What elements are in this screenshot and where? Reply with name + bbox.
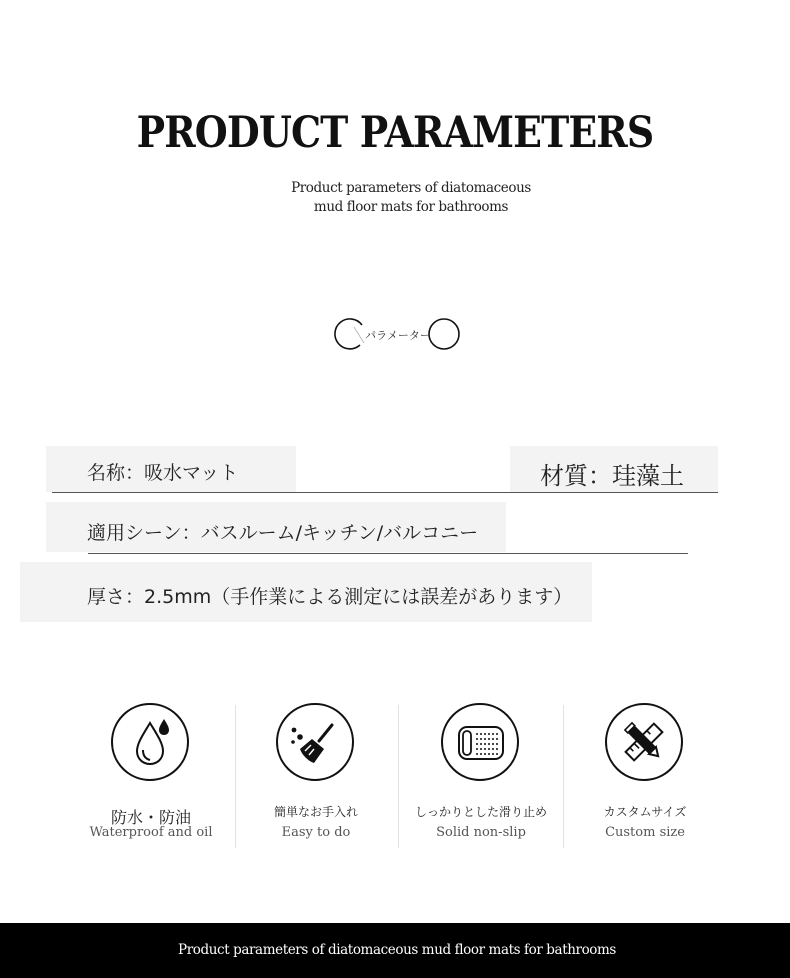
subtitle-line-1: Product parameters of diatomaceous <box>291 180 531 196</box>
feature-waterproof-jp: 防水・防油 <box>110 808 191 827</box>
feature-custom-size-en: Custom size <box>605 825 685 840</box>
param-scenes: 適用シーン：バスルーム/キッチン/バルコニー <box>87 522 479 544</box>
parameters-badge <box>330 317 461 351</box>
rule-1 <box>52 492 718 493</box>
page-subtitle <box>0 179 790 217</box>
param-name: 名称：吸水マット <box>87 462 239 484</box>
page-title: PRODUCT PARAMETERS <box>136 108 654 158</box>
divider-3 <box>563 705 564 848</box>
badge-label: パラメーター <box>365 329 431 342</box>
feature-custom-size-badge <box>605 703 683 781</box>
param-thickness: 厚さ：2.5mm（手作業による測定には誤差があります） <box>87 586 573 608</box>
rule-2 <box>88 553 688 554</box>
divider-2 <box>398 705 399 848</box>
feature-custom-size-jp: カスタムサイズ <box>603 805 687 819</box>
broom-icon <box>278 705 352 779</box>
feature-non-slip-badge <box>441 703 519 781</box>
feature-non-slip-jp: しっかりとした滑り止め <box>414 805 547 819</box>
subtitle-line-2: mud floor mats for bathrooms <box>313 199 509 215</box>
water-drop-icon <box>113 705 187 779</box>
feature-easy-care-badge <box>276 703 354 781</box>
pencil-ruler-icon <box>607 705 681 779</box>
non-slip-mat-icon <box>443 705 517 779</box>
feature-easy-care-jp: 簡単なお手入れ <box>273 805 358 819</box>
footer-bar <box>0 923 790 978</box>
param-material: 材質：珪藻土 <box>540 462 684 490</box>
feature-easy-care-en: Easy to do <box>281 825 351 840</box>
feature-waterproof-en: Waterproof and oil <box>89 825 213 840</box>
footer-text: Product parameters of diatomaceous mud floor mats for bathrooms <box>178 942 616 958</box>
feature-non-slip-en: Solid non-slip <box>436 825 526 840</box>
feature-waterproof-badge <box>111 703 189 781</box>
